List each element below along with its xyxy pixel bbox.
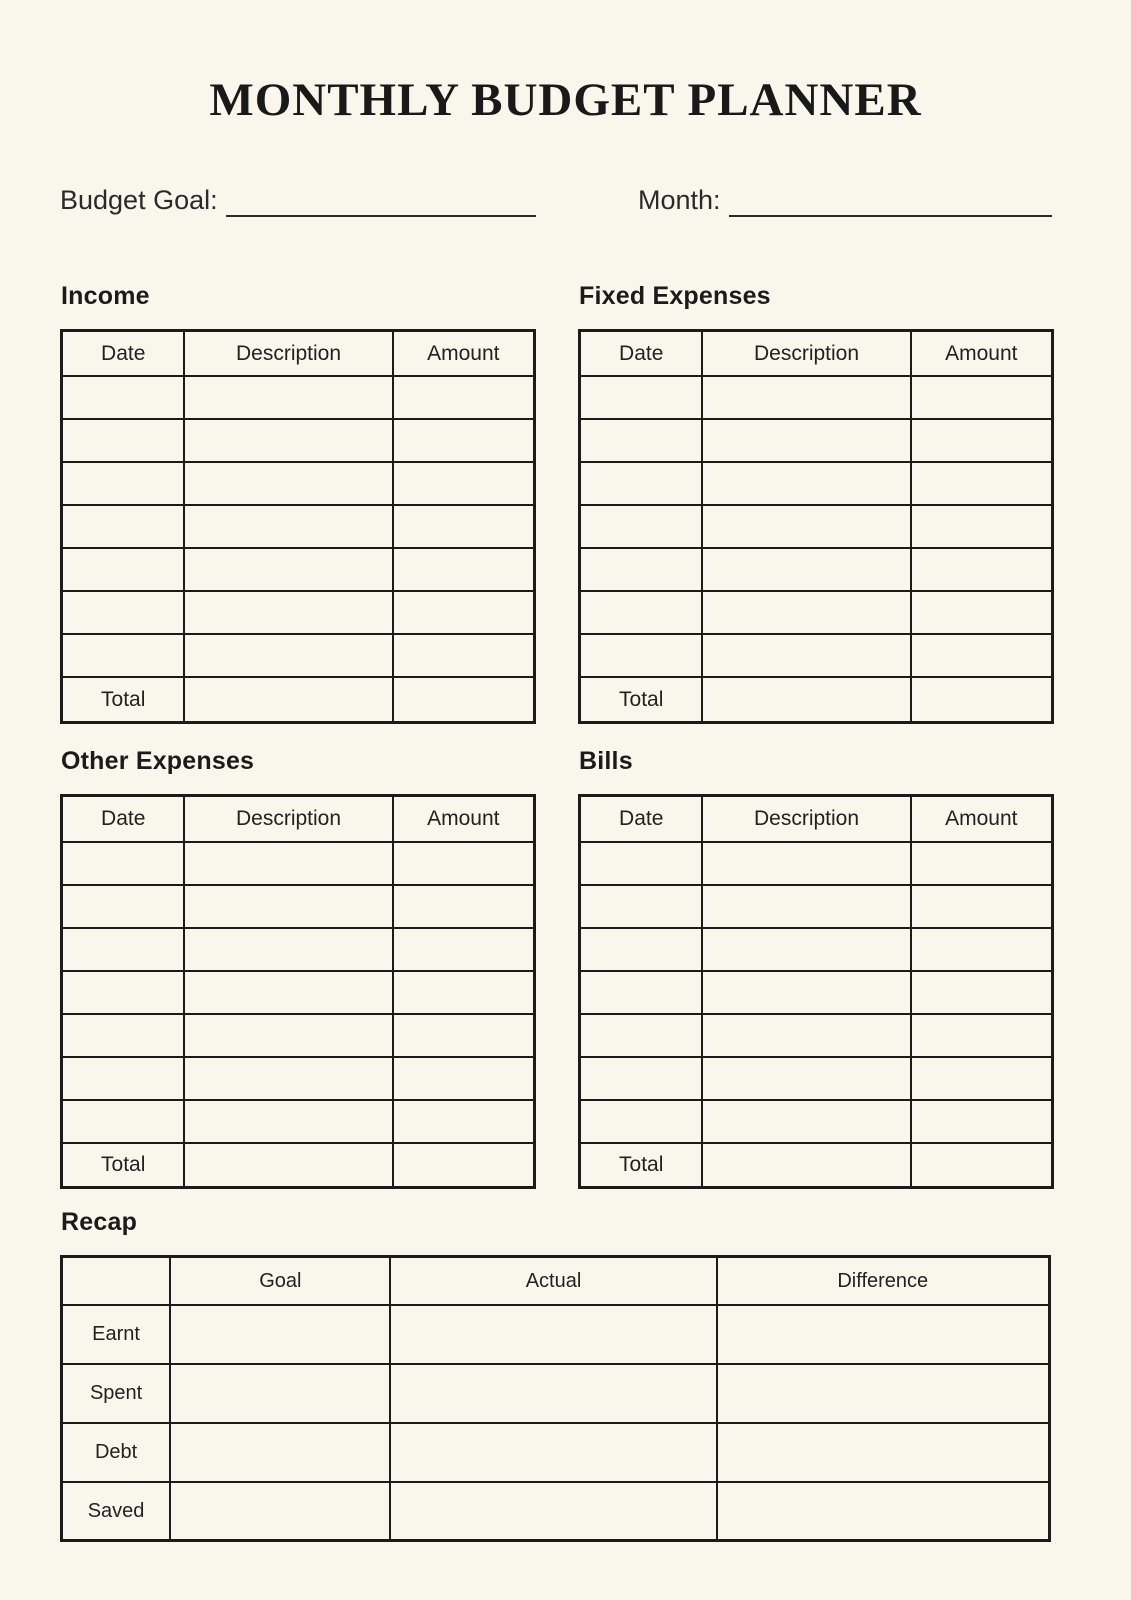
empty-cell[interactable] bbox=[62, 885, 185, 928]
table-row bbox=[62, 462, 535, 505]
empty-cell[interactable] bbox=[911, 634, 1053, 677]
empty-cell[interactable] bbox=[911, 971, 1053, 1014]
empty-cell[interactable] bbox=[184, 548, 392, 591]
empty-cell[interactable] bbox=[702, 376, 910, 419]
empty-cell[interactable] bbox=[580, 548, 703, 591]
recap-table bbox=[60, 1255, 1051, 1542]
table-row bbox=[62, 1057, 535, 1100]
table-row bbox=[580, 548, 1053, 591]
empty-cell[interactable] bbox=[62, 928, 185, 971]
table-row bbox=[62, 971, 535, 1014]
spent-row-label: Spent bbox=[62, 1364, 171, 1423]
empty-cell[interactable] bbox=[62, 971, 185, 1014]
table-row bbox=[580, 971, 1053, 1014]
earnt-row bbox=[62, 1305, 1050, 1364]
total-description-cell[interactable] bbox=[702, 677, 910, 722]
empty-cell[interactable] bbox=[911, 548, 1053, 591]
other-expenses-heading: Other Expenses bbox=[61, 746, 255, 775]
empty-cell[interactable] bbox=[184, 462, 392, 505]
table-row bbox=[62, 419, 535, 462]
month-field bbox=[578, 181, 1052, 217]
description-column-header: Description bbox=[702, 330, 910, 376]
debt-difference-cell[interactable] bbox=[717, 1423, 1050, 1482]
actual-column-header: Actual bbox=[390, 1257, 716, 1305]
empty-cell[interactable] bbox=[393, 548, 535, 591]
debt-row-label: Debt bbox=[62, 1423, 171, 1482]
empty-cell[interactable] bbox=[62, 505, 185, 548]
bills-section bbox=[578, 748, 1054, 1189]
header-fields bbox=[60, 181, 1052, 217]
empty-cell[interactable] bbox=[62, 462, 185, 505]
empty-cell[interactable] bbox=[62, 842, 185, 885]
amount-column-header: Amount bbox=[911, 330, 1053, 376]
total-amount-cell[interactable] bbox=[393, 1143, 535, 1188]
saved-row bbox=[62, 1482, 1050, 1541]
debt-actual-cell[interactable] bbox=[390, 1423, 716, 1482]
empty-cell[interactable] bbox=[184, 1057, 392, 1100]
saved-goal-cell[interactable] bbox=[170, 1482, 390, 1541]
date-column-header: Date bbox=[62, 796, 185, 842]
earnt-goal-cell[interactable] bbox=[170, 1305, 390, 1364]
table-row bbox=[62, 928, 535, 971]
empty-cell[interactable] bbox=[184, 634, 392, 677]
total-description-cell[interactable] bbox=[184, 1143, 392, 1188]
saved-row-label: Saved bbox=[62, 1482, 171, 1541]
empty-cell[interactable] bbox=[911, 1057, 1053, 1100]
empty-cell[interactable] bbox=[580, 885, 703, 928]
fixed-expenses-heading: Fixed Expenses bbox=[579, 281, 771, 310]
empty-cell[interactable] bbox=[393, 462, 535, 505]
total-description-cell[interactable] bbox=[184, 677, 392, 722]
earnt-difference-cell[interactable] bbox=[717, 1305, 1050, 1364]
empty-cell[interactable] bbox=[393, 1014, 535, 1057]
empty-cell[interactable] bbox=[702, 971, 910, 1014]
bills-heading: Bills bbox=[579, 746, 633, 775]
income-heading: Income bbox=[61, 281, 150, 310]
empty-cell[interactable] bbox=[184, 505, 392, 548]
table-row bbox=[62, 548, 535, 591]
empty-cell[interactable] bbox=[911, 505, 1053, 548]
empty-cell[interactable] bbox=[702, 419, 910, 462]
table-row bbox=[62, 591, 535, 634]
empty-cell[interactable] bbox=[911, 462, 1053, 505]
empty-cell[interactable] bbox=[184, 419, 392, 462]
empty-cell[interactable] bbox=[702, 928, 910, 971]
table-row bbox=[580, 419, 1053, 462]
empty-cell[interactable] bbox=[393, 419, 535, 462]
amount-column-header: Amount bbox=[393, 796, 535, 842]
empty-cell[interactable] bbox=[911, 376, 1053, 419]
empty-cell[interactable] bbox=[184, 928, 392, 971]
empty-cell[interactable] bbox=[393, 591, 535, 634]
income-table bbox=[60, 329, 536, 724]
empty-cell[interactable] bbox=[702, 1100, 910, 1143]
table-row bbox=[62, 505, 535, 548]
table-row bbox=[580, 505, 1053, 548]
table-row bbox=[580, 634, 1053, 677]
empty-cell[interactable] bbox=[580, 1057, 703, 1100]
table-row bbox=[580, 462, 1053, 505]
empty-cell[interactable] bbox=[184, 1014, 392, 1057]
table-row bbox=[62, 376, 535, 419]
empty-cell[interactable] bbox=[393, 842, 535, 885]
header-row bbox=[580, 796, 1053, 842]
total-row bbox=[580, 677, 1053, 722]
empty-cell[interactable] bbox=[184, 1100, 392, 1143]
total-row bbox=[62, 1143, 535, 1188]
earnt-actual-cell[interactable] bbox=[390, 1305, 716, 1364]
header-row bbox=[580, 330, 1053, 376]
tables-grid bbox=[60, 283, 1131, 1190]
empty-cell[interactable] bbox=[184, 971, 392, 1014]
table-row bbox=[62, 1014, 535, 1057]
page-title: MONTHLY BUDGET PLANNER bbox=[209, 74, 922, 126]
spent-row bbox=[62, 1364, 1050, 1423]
date-column-header: Date bbox=[62, 330, 185, 376]
description-column-header: Description bbox=[702, 796, 910, 842]
empty-cell[interactable] bbox=[911, 419, 1053, 462]
other-expenses-section bbox=[60, 748, 536, 1189]
empty-cell[interactable] bbox=[62, 376, 185, 419]
empty-cell[interactable] bbox=[702, 1014, 910, 1057]
empty-cell[interactable] bbox=[702, 634, 910, 677]
date-column-header: Date bbox=[580, 796, 703, 842]
total-label: Total bbox=[580, 1143, 703, 1188]
fixed-expenses-section bbox=[578, 283, 1054, 724]
goal-column-header: Goal bbox=[170, 1257, 390, 1305]
table-row bbox=[580, 376, 1053, 419]
table-row bbox=[580, 928, 1053, 971]
date-column-header: Date bbox=[580, 330, 703, 376]
empty-cell[interactable] bbox=[580, 1014, 703, 1057]
total-amount-cell[interactable] bbox=[911, 677, 1053, 722]
empty-cell[interactable] bbox=[702, 591, 910, 634]
table-row bbox=[580, 591, 1053, 634]
empty-cell[interactable] bbox=[393, 376, 535, 419]
empty-cell[interactable] bbox=[911, 1014, 1053, 1057]
total-amount-cell[interactable] bbox=[911, 1143, 1053, 1188]
empty-cell[interactable] bbox=[580, 505, 703, 548]
earnt-row-label: Earnt bbox=[62, 1305, 171, 1364]
saved-actual-cell[interactable] bbox=[390, 1482, 716, 1541]
empty-cell[interactable] bbox=[393, 505, 535, 548]
budget-goal-field bbox=[60, 181, 536, 217]
recap-heading: Recap bbox=[61, 1208, 138, 1237]
saved-difference-cell[interactable] bbox=[717, 1482, 1050, 1541]
table-row bbox=[580, 1057, 1053, 1100]
empty-cell[interactable] bbox=[62, 634, 185, 677]
table-row bbox=[580, 1100, 1053, 1143]
total-row bbox=[62, 677, 535, 722]
empty-cell[interactable] bbox=[702, 548, 910, 591]
total-label: Total bbox=[62, 1143, 185, 1188]
income-section bbox=[60, 283, 536, 724]
total-label: Total bbox=[580, 677, 703, 722]
empty-cell[interactable] bbox=[911, 928, 1053, 971]
total-row bbox=[580, 1143, 1053, 1188]
empty-cell[interactable] bbox=[702, 842, 910, 885]
empty-cell[interactable] bbox=[62, 1100, 185, 1143]
empty-cell[interactable] bbox=[702, 885, 910, 928]
empty-cell[interactable] bbox=[393, 1057, 535, 1100]
spent-goal-cell[interactable] bbox=[170, 1364, 390, 1423]
empty-cell[interactable] bbox=[393, 634, 535, 677]
empty-cell[interactable] bbox=[911, 1100, 1053, 1143]
empty-cell[interactable] bbox=[184, 376, 392, 419]
header-row bbox=[62, 1257, 1050, 1305]
empty-cell[interactable] bbox=[580, 842, 703, 885]
other-expenses-table bbox=[60, 794, 536, 1189]
empty-cell[interactable] bbox=[184, 842, 392, 885]
empty-cell[interactable] bbox=[393, 1100, 535, 1143]
empty-cell[interactable] bbox=[702, 462, 910, 505]
debt-goal-cell[interactable] bbox=[170, 1423, 390, 1482]
empty-cell[interactable] bbox=[393, 885, 535, 928]
recap-corner-cell bbox=[62, 1257, 171, 1305]
budget-goal-label: Budget Goal: bbox=[60, 185, 218, 216]
debt-row bbox=[62, 1423, 1050, 1482]
difference-column-header: Difference bbox=[717, 1257, 1050, 1305]
amount-column-header: Amount bbox=[393, 330, 535, 376]
total-description-cell[interactable] bbox=[702, 1143, 910, 1188]
month-label: Month: bbox=[638, 185, 721, 216]
empty-cell[interactable] bbox=[580, 1100, 703, 1143]
empty-cell[interactable] bbox=[702, 1057, 910, 1100]
empty-cell[interactable] bbox=[911, 842, 1053, 885]
empty-cell[interactable] bbox=[580, 971, 703, 1014]
empty-cell[interactable] bbox=[580, 419, 703, 462]
empty-cell[interactable] bbox=[393, 971, 535, 1014]
empty-cell[interactable] bbox=[580, 591, 703, 634]
empty-cell[interactable] bbox=[580, 462, 703, 505]
empty-cell[interactable] bbox=[62, 548, 185, 591]
month-input[interactable] bbox=[729, 181, 1052, 217]
header-row bbox=[62, 330, 535, 376]
budget-goal-input[interactable] bbox=[226, 181, 536, 217]
table-row bbox=[580, 842, 1053, 885]
bills-table bbox=[578, 794, 1054, 1189]
header-row bbox=[62, 796, 535, 842]
spent-difference-cell[interactable] bbox=[717, 1364, 1050, 1423]
empty-cell[interactable] bbox=[702, 505, 910, 548]
empty-cell[interactable] bbox=[580, 376, 703, 419]
empty-cell[interactable] bbox=[580, 634, 703, 677]
empty-cell[interactable] bbox=[580, 928, 703, 971]
empty-cell[interactable] bbox=[62, 419, 185, 462]
empty-cell[interactable] bbox=[184, 591, 392, 634]
description-column-header: Description bbox=[184, 330, 392, 376]
total-amount-cell[interactable] bbox=[393, 677, 535, 722]
empty-cell[interactable] bbox=[62, 1057, 185, 1100]
amount-column-header: Amount bbox=[911, 796, 1053, 842]
description-column-header: Description bbox=[184, 796, 392, 842]
total-label: Total bbox=[62, 677, 185, 722]
table-row bbox=[62, 1100, 535, 1143]
fixed-expenses-table bbox=[578, 329, 1054, 724]
empty-cell[interactable] bbox=[393, 928, 535, 971]
table-row bbox=[580, 885, 1053, 928]
table-row bbox=[62, 885, 535, 928]
table-row bbox=[62, 842, 535, 885]
table-row bbox=[580, 1014, 1053, 1057]
recap-section bbox=[60, 1209, 1131, 1542]
empty-cell[interactable] bbox=[911, 591, 1053, 634]
empty-cell[interactable] bbox=[911, 885, 1053, 928]
empty-cell[interactable] bbox=[62, 1014, 185, 1057]
spent-actual-cell[interactable] bbox=[390, 1364, 716, 1423]
table-row bbox=[62, 634, 535, 677]
empty-cell[interactable] bbox=[184, 885, 392, 928]
empty-cell[interactable] bbox=[62, 591, 185, 634]
